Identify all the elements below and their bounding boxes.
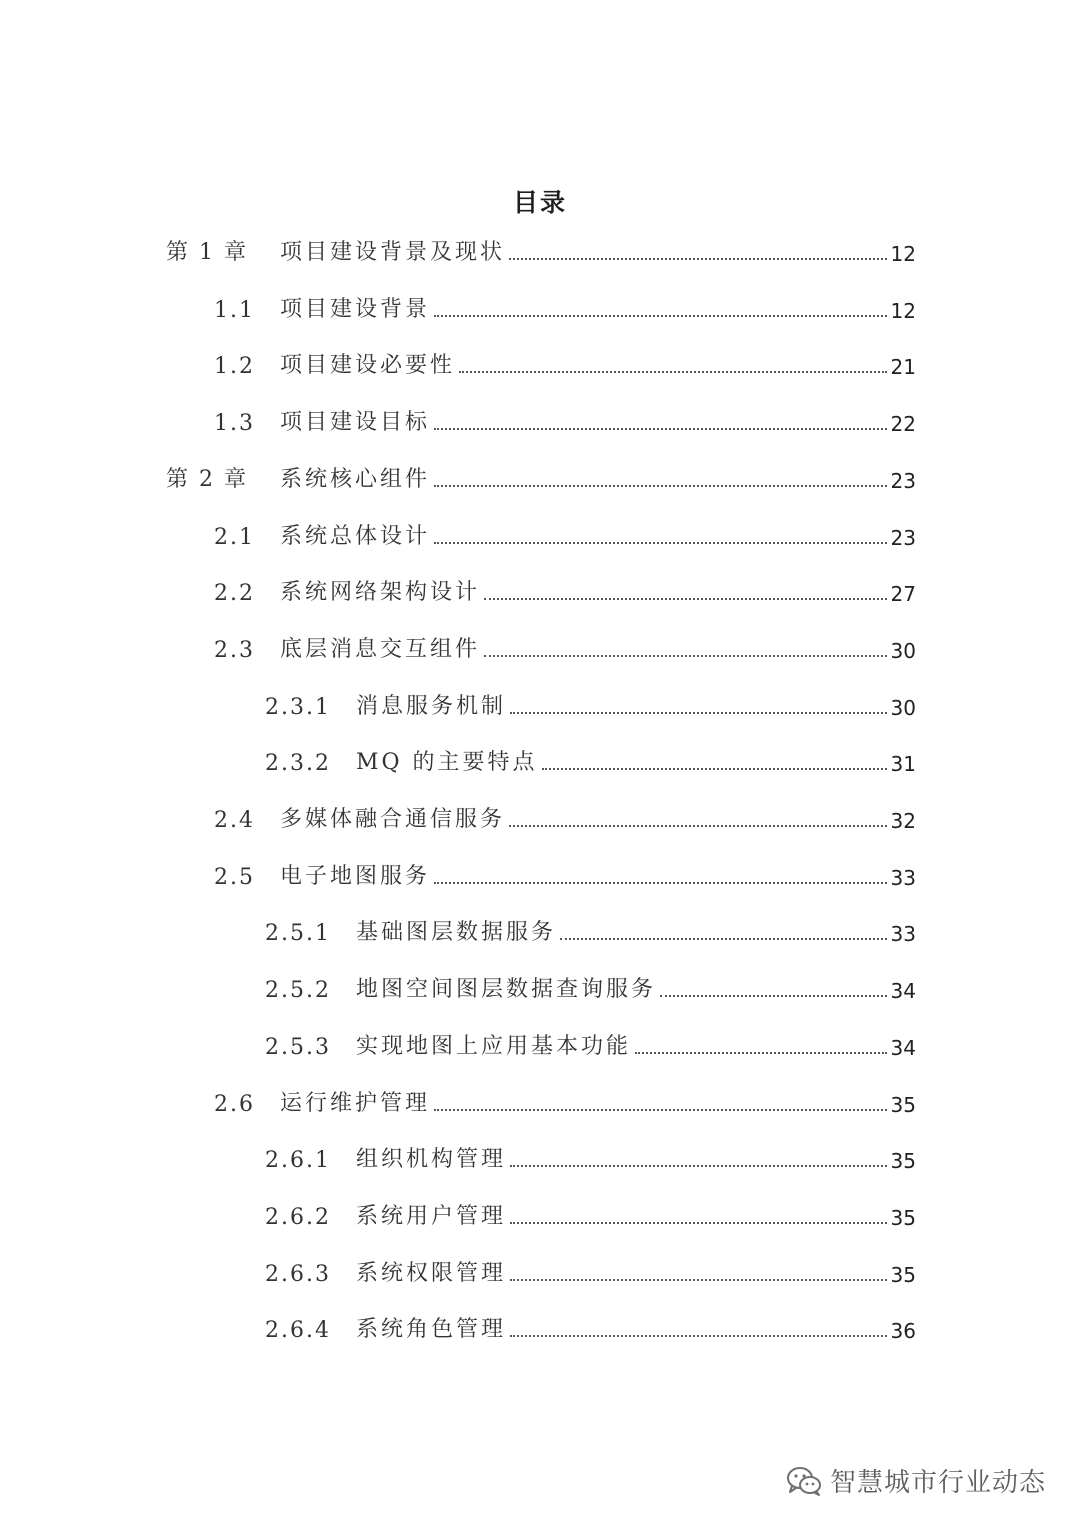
toc-entry-number: 2.6.4	[265, 1318, 331, 1344]
toc-entry-page: 34	[890, 1035, 916, 1060]
toc-entry[interactable]	[0, 856, 1080, 896]
toc-leader-dots	[510, 1279, 887, 1281]
toc-entry[interactable]	[0, 459, 1080, 499]
toc-entry-line	[356, 972, 916, 1003]
toc-entry-line	[356, 1142, 916, 1173]
watermark	[786, 1462, 1046, 1499]
toc-leader-dots	[510, 1335, 887, 1337]
watermark-text: 智慧城市行业动态	[829, 1468, 1046, 1498]
toc-entry-page: 22	[890, 412, 916, 437]
toc-entry-line	[280, 802, 916, 833]
toc-entry-number: 2.5.3	[265, 1034, 331, 1060]
toc-entry-line	[356, 689, 916, 720]
toc-entry-line	[356, 1312, 916, 1343]
toc-leader-dots	[434, 882, 887, 884]
toc-entry-label: 系统网络架构设计	[280, 580, 481, 606]
toc-entry[interactable]	[0, 289, 1080, 329]
toc-leader-dots	[660, 995, 887, 997]
toc-entry-label: 项目建设背景	[280, 296, 431, 322]
toc-leader-dots	[434, 542, 887, 544]
toc-entry-page: 34	[890, 979, 916, 1004]
toc-entry-label: 项目建设必要性	[280, 353, 456, 379]
toc-entry-page: 33	[890, 865, 916, 890]
toc-entry-number: 2.4	[214, 808, 255, 833]
toc-entry-number: 2.3.2	[265, 751, 331, 777]
toc-entry-label: 系统核心组件	[280, 466, 431, 492]
toc-entry[interactable]	[0, 516, 1080, 556]
toc-entry-number: 1.3	[214, 411, 255, 437]
toc-entry-page: 23	[890, 525, 916, 550]
toc-leader-dots	[434, 1109, 887, 1111]
toc-entry-page: 30	[890, 695, 916, 720]
toc-entry[interactable]	[0, 402, 1080, 442]
toc-entry[interactable]	[0, 1139, 1080, 1179]
toc-leader-dots	[434, 315, 887, 317]
toc-entry-label: 运行维护管理	[280, 1090, 431, 1116]
toc-entry-number: 第 1 章	[166, 240, 248, 265]
toc-entry[interactable]	[0, 686, 1080, 726]
toc-leader-dots	[510, 1165, 887, 1167]
toc-entry-label: 实现地图上应用基本功能	[356, 1033, 632, 1059]
toc-entry-page: 33	[890, 922, 916, 947]
toc-entry-label: 地图空间图层数据查询服务	[356, 977, 657, 1003]
toc-entry-number: 2.2	[214, 581, 255, 607]
toc-title: 目录	[512, 188, 567, 217]
toc-entry-page: 35	[890, 1262, 916, 1287]
toc-entry-number: 2.6.1	[265, 1148, 331, 1174]
toc-entry-label: 系统角色管理	[356, 1317, 507, 1343]
toc-entry-line	[280, 235, 916, 266]
toc-entry-label: MQ 的主要特点	[356, 750, 538, 776]
toc-entry-page: 12	[890, 298, 916, 323]
toc-leader-dots	[510, 712, 887, 714]
toc-entry[interactable]	[0, 1083, 1080, 1123]
wechat-icon	[786, 1465, 822, 1497]
toc-leader-dots	[459, 371, 887, 373]
toc-entry[interactable]	[0, 1196, 1080, 1236]
toc-entry-line	[280, 632, 916, 663]
toc-entry-line	[356, 1199, 916, 1230]
toc-leader-dots	[434, 428, 887, 430]
toc-entry-number: 1.1	[214, 297, 255, 323]
toc-entry-line	[356, 1256, 916, 1287]
toc-entry-label: 多媒体融合通信服务	[280, 807, 506, 832]
toc-entry-label: 项目建设目标	[280, 410, 431, 436]
toc-entry-page: 35	[890, 1092, 916, 1117]
toc-entry-label: 消息服务机制	[356, 693, 507, 719]
toc-entry-number: 2.6.3	[265, 1261, 331, 1287]
toc-entry-line	[280, 859, 916, 890]
toc-entry-label: 系统总体设计	[280, 523, 431, 549]
toc-entry-label: 基础图层数据服务	[356, 920, 557, 946]
toc-leader-dots	[509, 258, 887, 260]
toc-entry[interactable]	[0, 969, 1080, 1009]
toc-entry-number: 1.2	[214, 354, 255, 380]
toc-entry-number: 2.1	[214, 524, 255, 550]
toc-entry-page: 36	[890, 1319, 916, 1344]
toc-leader-dots	[542, 768, 887, 770]
toc-entry[interactable]	[0, 1253, 1080, 1293]
toc-entry-line	[356, 1029, 916, 1060]
toc-leader-dots	[484, 598, 887, 600]
toc-entry-label: 底层消息交互组件	[280, 636, 481, 662]
toc-entry-page: 30	[890, 638, 916, 663]
toc-entry-label: 电子地图服务	[280, 863, 431, 889]
toc-entry[interactable]	[0, 572, 1080, 612]
toc-entry-page: 21	[890, 355, 916, 380]
toc-entry-label: 系统用户管理	[356, 1203, 507, 1229]
toc-leader-dots	[510, 1222, 887, 1224]
toc-entry[interactable]	[0, 629, 1080, 669]
toc-entry-line	[280, 575, 916, 606]
toc-entry-label: 系统权限管理	[356, 1260, 507, 1286]
toc-entry-page: 23	[890, 468, 916, 493]
toc-entry-line	[280, 348, 916, 379]
toc-entry-page: 35	[890, 1205, 916, 1230]
toc-entry[interactable]	[0, 799, 1080, 839]
toc-entry-number: 2.3.1	[265, 694, 331, 720]
toc-entry-line	[280, 519, 916, 550]
toc-entry-line	[356, 915, 916, 946]
toc-entry-line	[280, 1086, 916, 1117]
toc-entry-page: 27	[890, 582, 916, 607]
toc-entry-number: 2.3	[214, 637, 255, 663]
toc-entry[interactable]	[0, 1309, 1080, 1349]
toc-entry-number: 2.5.2	[265, 978, 331, 1004]
toc-entry[interactable]	[0, 1026, 1080, 1066]
toc-entry-line	[280, 405, 916, 436]
toc-entry-number: 第 2 章	[166, 466, 248, 492]
toc-entry[interactable]	[0, 232, 1080, 272]
toc-leader-dots	[635, 1052, 887, 1054]
toc-entry-page: 31	[890, 752, 916, 777]
toc-entry-number: 2.6	[214, 1091, 255, 1117]
toc-entry-page: 32	[890, 809, 916, 833]
toc-entry-line	[356, 745, 916, 776]
toc-entry-label: 组织机构管理	[356, 1147, 507, 1173]
toc-leader-dots	[509, 825, 887, 827]
toc-entry[interactable]	[0, 742, 1080, 782]
toc-entry-label: 项目建设背景及现状	[280, 240, 506, 265]
toc-entry-number: 2.5.1	[265, 921, 331, 947]
toc-entry[interactable]	[0, 345, 1080, 385]
toc-entry-line	[280, 462, 916, 493]
toc-entry-page: 12	[890, 242, 916, 266]
toc-entry[interactable]	[0, 912, 1080, 952]
toc-entry-number: 2.5	[214, 864, 255, 890]
toc-entry-number: 2.6.2	[265, 1204, 331, 1230]
toc-leader-dots	[484, 655, 887, 657]
toc-leader-dots	[560, 938, 887, 940]
toc-leader-dots	[434, 485, 887, 487]
toc-entry-page: 35	[890, 1149, 916, 1174]
toc-entry-line	[280, 292, 916, 323]
